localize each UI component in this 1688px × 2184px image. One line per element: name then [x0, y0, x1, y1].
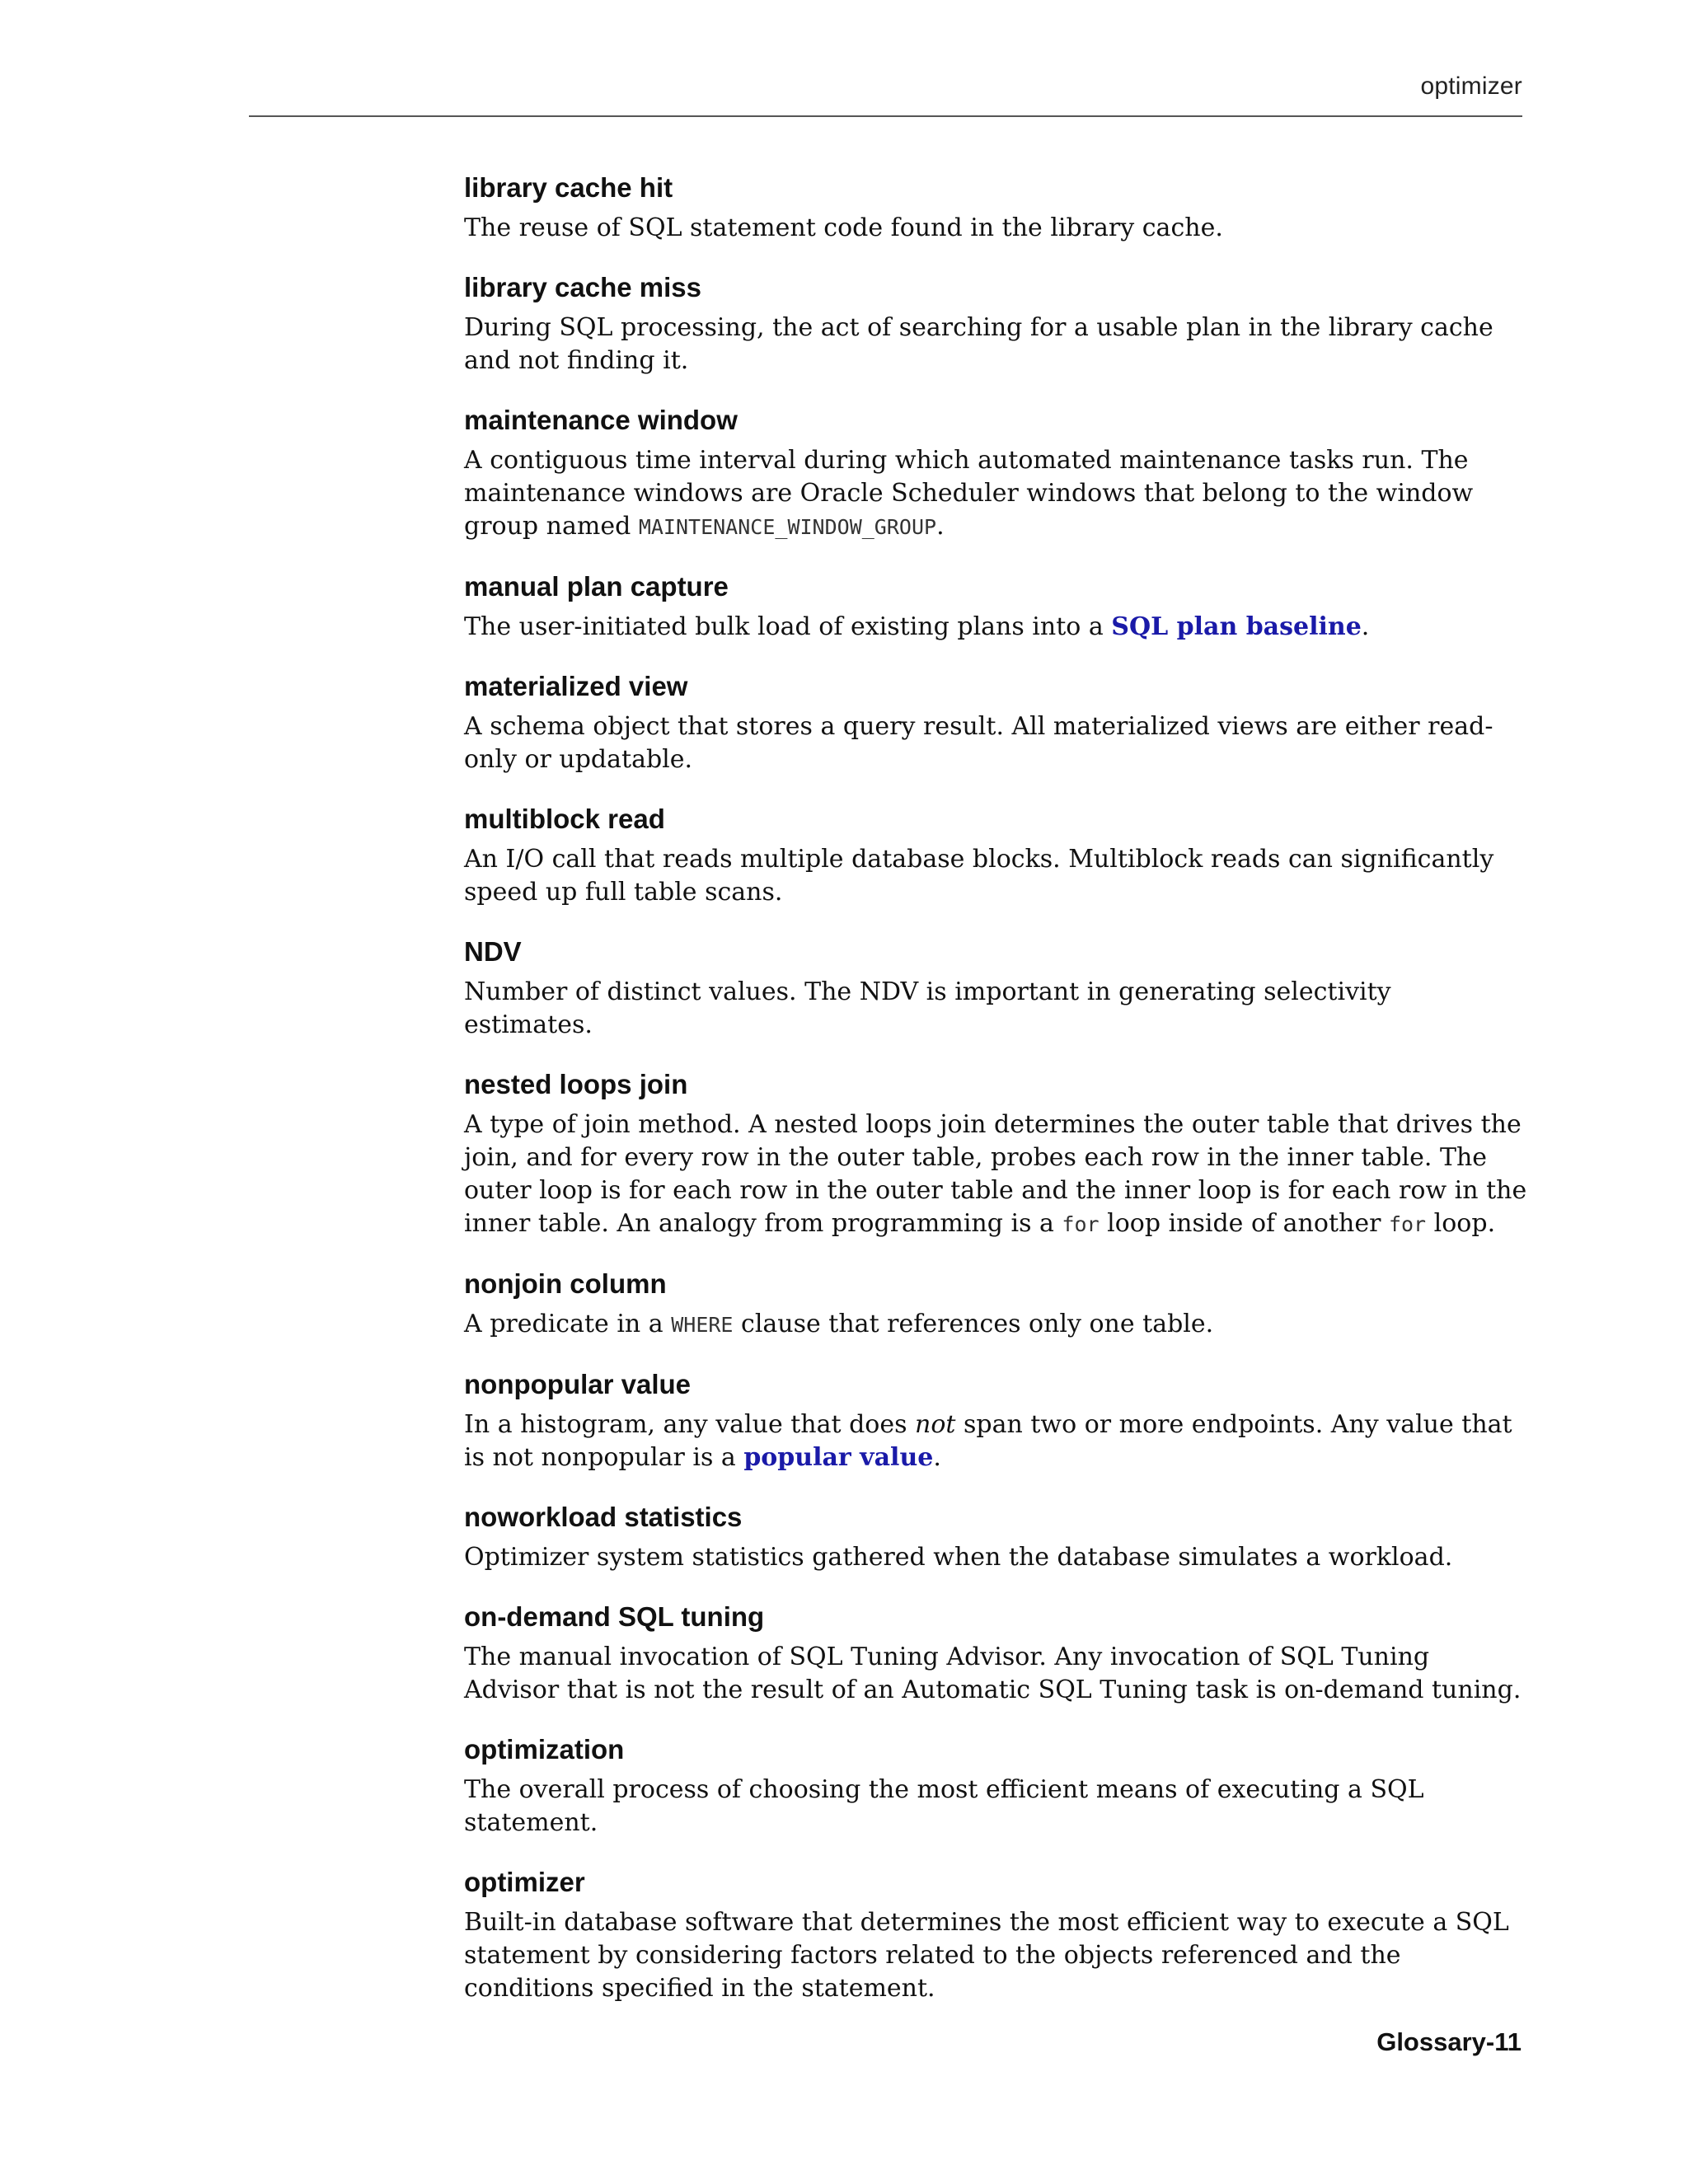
glossary-term: noworkload statistics — [464, 1502, 743, 1532]
code-literal: MAINTENANCE_WINDOW_GROUP — [638, 515, 937, 539]
sql-plan-baseline-link[interactable]: SQL plan baseline — [1111, 612, 1362, 641]
glossary-list — [464, 171, 1527, 2032]
glossary-term: on-demand SQL tuning — [464, 1601, 765, 1632]
definition-text: loop. — [1426, 1209, 1496, 1238]
glossary-term: optimizer — [464, 1867, 585, 1897]
definition-text: In a histogram, any value that does — [464, 1410, 916, 1439]
definition-text: . — [1361, 612, 1370, 641]
glossary-definition: An I/O call that reads multiple database blocks. Multiblock reads can significantly speed up full table scans. — [464, 845, 1494, 907]
glossary-entry — [464, 1368, 1527, 1474]
glossary-entry — [464, 1866, 1527, 2005]
definition-text: A contiguous time interval during which automated maintenance tasks run. The maintenance windows are Oracle Scheduler windows that belong to the window group named — [464, 446, 1474, 541]
glossary-term: manual plan capture — [464, 571, 729, 602]
popular-value-link[interactable]: popular value — [743, 1443, 934, 1472]
glossary-definition: The reuse of SQL statement code found in the library cache. — [464, 213, 1223, 242]
glossary-term: multiblock read — [464, 804, 665, 834]
emphasis-text: not — [915, 1410, 956, 1439]
glossary-definition — [464, 611, 1527, 644]
glossary-term: nested loops join — [464, 1069, 688, 1099]
glossary-entry — [464, 271, 1527, 377]
glossary-term: nonjoin column — [464, 1268, 667, 1299]
code-literal: for — [1388, 1212, 1427, 1236]
definition-text: The user-initiated bulk load of existing plans into a — [464, 612, 1112, 641]
code-literal: for — [1062, 1212, 1100, 1236]
header-rule — [249, 115, 1522, 117]
glossary-definition — [464, 1408, 1527, 1474]
glossary-definition: During SQL processing, the act of searching for a usable plan in the library cache and not finding it. — [464, 313, 1493, 375]
glossary-term: nonpopular value — [464, 1369, 692, 1399]
glossary-entry — [464, 670, 1527, 776]
code-literal: WHERE — [671, 1313, 734, 1337]
glossary-definition: The overall process of choosing the most efficient means of executing a SQL statement. — [464, 1775, 1424, 1837]
definition-text: A type of join method. A nested loops join determines the outer table that drives the join, and for every row in the outer table, probes each row in the inner table. The outer loop is for each row in the outer table and the inner loop is for each row in the inner table. An analogy from programming is a — [464, 1110, 1527, 1238]
glossary-term: optimization — [464, 1734, 625, 1765]
glossary-entry — [464, 404, 1527, 544]
glossary-definition: A schema object that stores a query result. All materialized views are either read-only or updatable. — [464, 712, 1493, 774]
glossary-term: materialized view — [464, 671, 688, 701]
glossary-term: NDV — [464, 936, 522, 967]
glossary-term: library cache miss — [464, 272, 702, 302]
glossary-definition — [464, 1308, 1527, 1342]
page-number: Glossary-11 — [1376, 2027, 1522, 2056]
glossary-entry — [464, 1501, 1527, 1574]
glossary-definition: Optimizer system statistics gathered when the database simulates a workload. — [464, 1543, 1453, 1572]
glossary-entry — [464, 803, 1527, 909]
glossary-definition — [464, 444, 1527, 544]
glossary-entry — [464, 1733, 1527, 1840]
definition-text: A predicate in a — [464, 1310, 672, 1338]
running-header: optimizer — [1420, 73, 1522, 100]
definition-text: loop inside of another — [1099, 1209, 1389, 1238]
definition-text: clause that references only one table. — [733, 1310, 1214, 1338]
glossary-entry — [464, 1068, 1527, 1241]
glossary-definition: Built-in database software that determines the most efficient way to execute a SQL statement by considering factors related to the objects referenced and the conditions specified in the statement. — [464, 1908, 1509, 2003]
definition-text: . — [933, 1443, 941, 1472]
glossary-term: maintenance window — [464, 405, 738, 435]
glossary-entry — [464, 1268, 1527, 1342]
glossary-definition: Number of distinct values. The NDV is important in generating selectivity estimates. — [464, 977, 1391, 1039]
glossary-term: library cache hit — [464, 172, 673, 203]
definition-text: . — [936, 512, 945, 541]
glossary-entry — [464, 570, 1527, 644]
definition-text: span two or more endpoints. Any value that is not nonpopular is a — [464, 1410, 1512, 1472]
glossary-definition — [464, 1108, 1527, 1241]
glossary-definition: The manual invocation of SQL Tuning Advisor. Any invocation of SQL Tuning Advisor that is not the result of an Automatic SQL Tuning task is on-demand tuning. — [464, 1643, 1522, 1704]
glossary-entry — [464, 1601, 1527, 1707]
glossary-entry — [464, 935, 1527, 1042]
glossary-entry — [464, 171, 1527, 245]
